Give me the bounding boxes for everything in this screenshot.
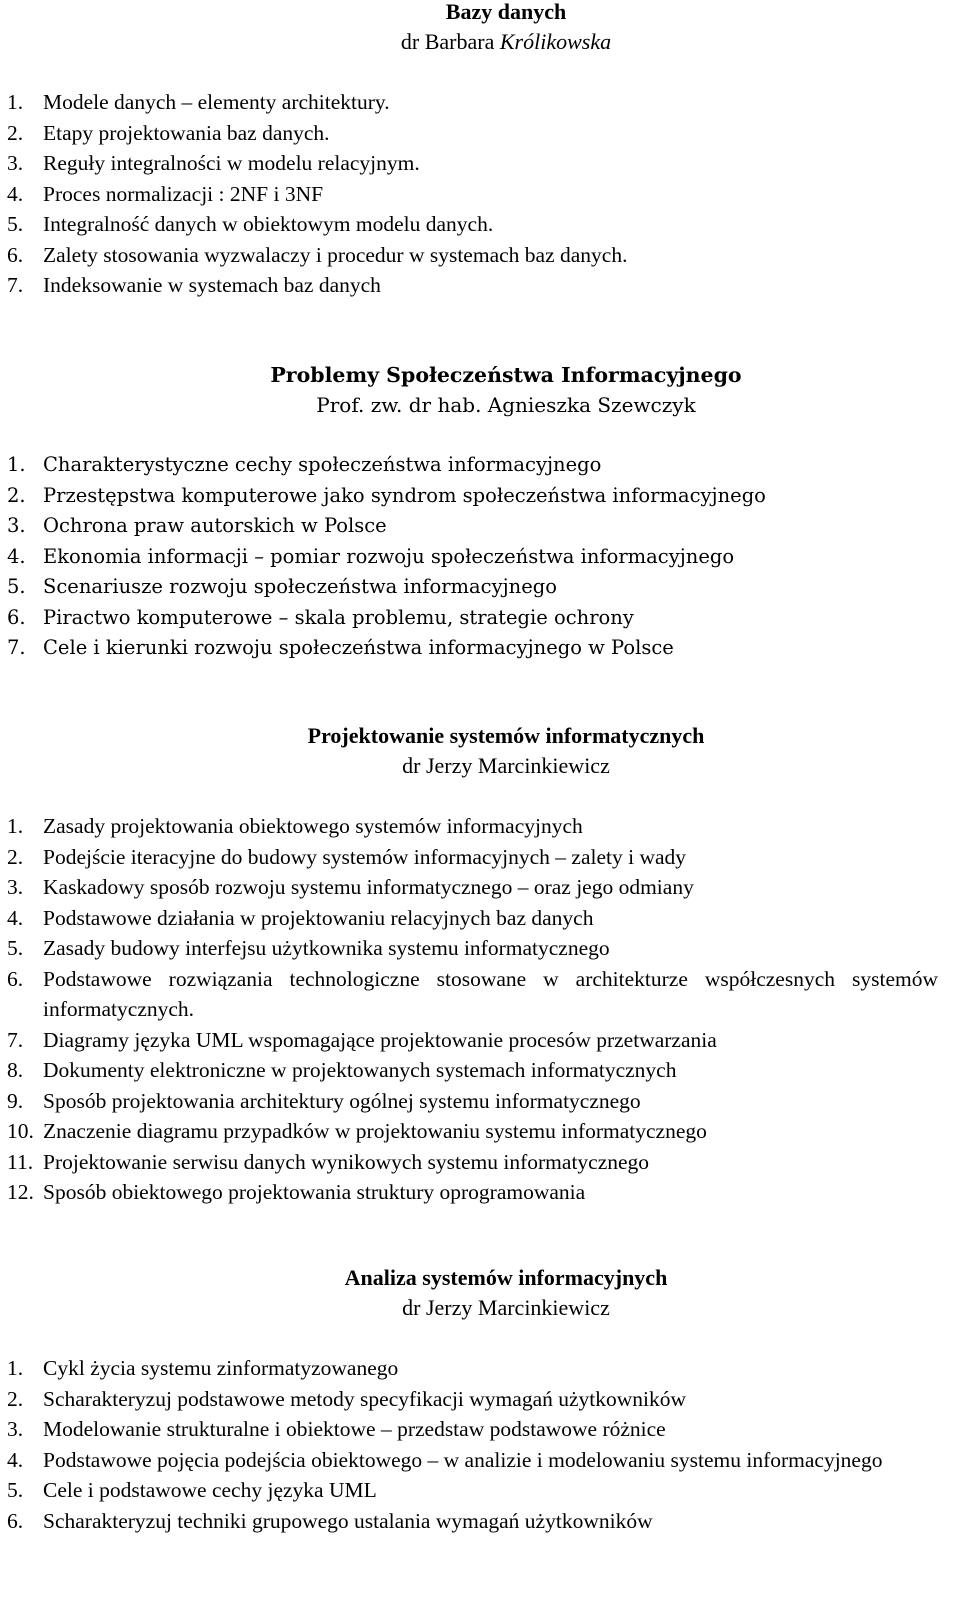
list-item xyxy=(0,87,960,118)
list-item xyxy=(0,148,960,179)
list-item-text: Znaczenie diagramu przypadków w projektowaniu systemu informatycznego xyxy=(43,1119,707,1143)
list-item-text: Etapy projektowania baz danych. xyxy=(43,120,330,145)
list-item-text: Scenariusze rozwoju społeczeństwa informacyjnego xyxy=(43,575,557,598)
section-title: Projektowanie systemów informatycznych xyxy=(307,723,705,748)
list-item-number: 11. xyxy=(7,1149,34,1174)
list-item-number: 6. xyxy=(7,242,24,267)
section-title: Problemy Społeczeństwa Informacyjnego xyxy=(270,363,742,387)
list-item-text: Projektowanie serwisu danych wynikowych systemu informatycznego xyxy=(43,1149,650,1174)
list-item-number: 7. xyxy=(7,1027,24,1052)
list-item xyxy=(0,1086,960,1117)
list-item xyxy=(0,1506,960,1537)
list-item xyxy=(0,1025,960,1056)
list-item-text: Ekonomia informacji – pomiar rozwoju społeczeństwa informacyjnego xyxy=(43,544,735,568)
list-item-number: 1. xyxy=(7,814,24,838)
list-item-text: Cele i podstawowe cechy języka UML xyxy=(43,1478,377,1502)
section-author xyxy=(0,27,960,57)
list-item-number: 12. xyxy=(7,1180,34,1204)
list-item-number: 6. xyxy=(7,605,26,629)
list-item xyxy=(0,1445,960,1476)
list-item-number: 4. xyxy=(7,181,24,206)
list-item-number: 5. xyxy=(7,936,24,960)
section-author: dr Jerzy Marcinkiewicz xyxy=(402,753,610,778)
list-item-text: Charakterystyczne cechy społeczeństwa informacyjnego xyxy=(43,453,602,476)
list-item-text: Modele danych – elementy architektury. xyxy=(43,90,390,114)
list-item-number: 7. xyxy=(7,636,26,659)
list-item-number: 5. xyxy=(7,575,26,598)
list-item-text: Piractwo komputerowe – skala problemu, strategie ochrony xyxy=(43,605,634,629)
list-item xyxy=(0,118,960,149)
section-projektowanie-systemow-informatycznych xyxy=(0,721,960,1208)
list-item xyxy=(0,842,960,873)
section-title: Bazy danych xyxy=(445,0,567,24)
list-item-number: 4. xyxy=(7,905,24,930)
list-item xyxy=(0,1414,960,1445)
author-name: dr Barbara xyxy=(400,29,500,54)
list-item xyxy=(0,1384,960,1415)
list-item xyxy=(0,603,960,634)
list-item-number: 2. xyxy=(7,120,24,145)
list-item-text: Scharakteryzuj podstawowe metody specyfikacji wymagań użytkowników xyxy=(43,1386,687,1411)
section-analiza-systemow-informacyjnych xyxy=(0,1263,960,1536)
topic-list xyxy=(0,87,960,301)
list-item xyxy=(0,872,960,903)
topic-list xyxy=(0,811,960,1208)
list-item-number: 9. xyxy=(7,1088,24,1113)
list-item xyxy=(0,1147,960,1178)
list-item-number: 6. xyxy=(7,1508,24,1533)
list-item-number: 1. xyxy=(7,1356,24,1380)
list-item xyxy=(0,1177,960,1208)
list-item-text: Podstawowe rozwiązania technologiczne stosowane w architekturze współczesnych systemów informatycznych. xyxy=(43,966,938,1021)
section-author: dr Jerzy Marcinkiewicz xyxy=(402,1295,610,1320)
list-item-number: 3. xyxy=(7,875,24,899)
list-item-number: 7. xyxy=(7,273,24,297)
list-item-text: Podejście iteracyjne do budowy systemów informacyjnych – zalety i wady xyxy=(43,844,687,869)
list-item xyxy=(0,1475,960,1506)
list-item xyxy=(0,811,960,842)
list-item-number: 1. xyxy=(7,90,24,114)
list-item-number: 2. xyxy=(7,844,24,869)
list-item xyxy=(0,450,960,481)
list-item xyxy=(0,481,960,512)
list-item xyxy=(0,542,960,573)
list-item xyxy=(0,933,960,964)
list-item-number: 1. xyxy=(7,453,26,476)
list-item xyxy=(0,572,960,603)
list-item-text: Indeksowanie w systemach baz danych xyxy=(43,273,381,297)
list-item-text: Cele i kierunki rozwoju społeczeństwa informacyjnego w Polsce xyxy=(43,636,674,659)
list-item-number: 10. xyxy=(7,1119,34,1143)
topic-list xyxy=(0,450,960,664)
list-item-text: Ochrona praw autorskich w Polsce xyxy=(43,514,387,537)
list-item xyxy=(0,1055,960,1086)
list-item-number: 3. xyxy=(7,151,24,175)
list-item xyxy=(0,179,960,210)
list-item-text: Podstawowe działania w projektowaniu relacyjnych baz danych xyxy=(43,905,594,930)
list-item-text: Scharakteryzuj techniki grupowego ustalania wymagań użytkowników xyxy=(43,1508,653,1533)
list-item-text: Zasady projektowania obiektowego systemów informacyjnych xyxy=(43,814,583,838)
list-item-number: 6. xyxy=(7,966,24,991)
list-item-number: 4. xyxy=(7,544,26,568)
list-item xyxy=(0,270,960,301)
list-item-number: 5. xyxy=(7,212,24,236)
list-item xyxy=(0,209,960,240)
list-item-text: Cykl życia systemu zinformatyzowanego xyxy=(43,1356,399,1380)
list-item xyxy=(0,511,960,542)
section-bazy-danych xyxy=(0,0,960,301)
list-item-text: Kaskadowy sposób rozwoju systemu informatycznego – oraz jego odmiany xyxy=(43,875,694,899)
topic-list xyxy=(0,1353,960,1536)
list-item-text: Integralność danych w obiektowym modelu danych. xyxy=(43,212,494,236)
list-item-text: Reguły integralności w modelu relacyjnym. xyxy=(43,151,420,175)
list-item xyxy=(0,1353,960,1384)
list-item-text: Podstawowe pojęcia podejścia obiektowego – w analizie i modelowaniu systemu informacyjnego xyxy=(43,1447,883,1472)
section-title: Analiza systemów informacyjnych xyxy=(344,1265,668,1290)
list-item-text: Przestępstwa komputerowe jako syndrom społeczeństwa informacyjnego xyxy=(43,483,766,507)
list-item xyxy=(0,903,960,934)
section-author: Prof. zw. dr hab. Agnieszka Szewczyk xyxy=(316,393,696,417)
list-item-number: 8. xyxy=(7,1058,24,1082)
list-item-text: Diagramy języka UML wspomagające projektowanie procesów przetwarzania xyxy=(43,1027,717,1052)
list-item-number: 5. xyxy=(7,1478,24,1502)
section-problemy-spoleczenstwa-informacyjnego xyxy=(0,360,960,664)
list-item xyxy=(0,633,960,664)
list-item xyxy=(0,240,960,271)
list-item-number: 2. xyxy=(7,483,26,507)
list-item-text: Proces normalizacji : 2NF i 3NF xyxy=(43,181,324,206)
list-item xyxy=(0,1116,960,1147)
list-item-number: 3. xyxy=(7,514,26,537)
list-item-text: Zalety stosowania wyzwalaczy i procedur w systemach baz danych. xyxy=(43,242,628,267)
list-item-text: Zasady budowy interfejsu użytkownika systemu informatycznego xyxy=(43,936,610,960)
list-item-text: Sposób obiektowego projektowania struktury oprogramowania xyxy=(43,1180,586,1204)
list-item-text: Modelowanie strukturalne i obiektowe – przedstaw podstawowe różnice xyxy=(43,1417,666,1441)
list-item-text: Sposób projektowania architektury ogólnej systemu informatycznego xyxy=(43,1088,641,1113)
author-surname: Królikowska xyxy=(499,29,612,54)
list-item xyxy=(0,964,960,1025)
list-item-number: 4. xyxy=(7,1447,24,1472)
list-item-text: Dokumenty elektroniczne w projektowanych systemach informatycznych xyxy=(43,1058,677,1082)
list-item-number: 3. xyxy=(7,1417,24,1441)
list-item-number: 2. xyxy=(7,1386,24,1411)
